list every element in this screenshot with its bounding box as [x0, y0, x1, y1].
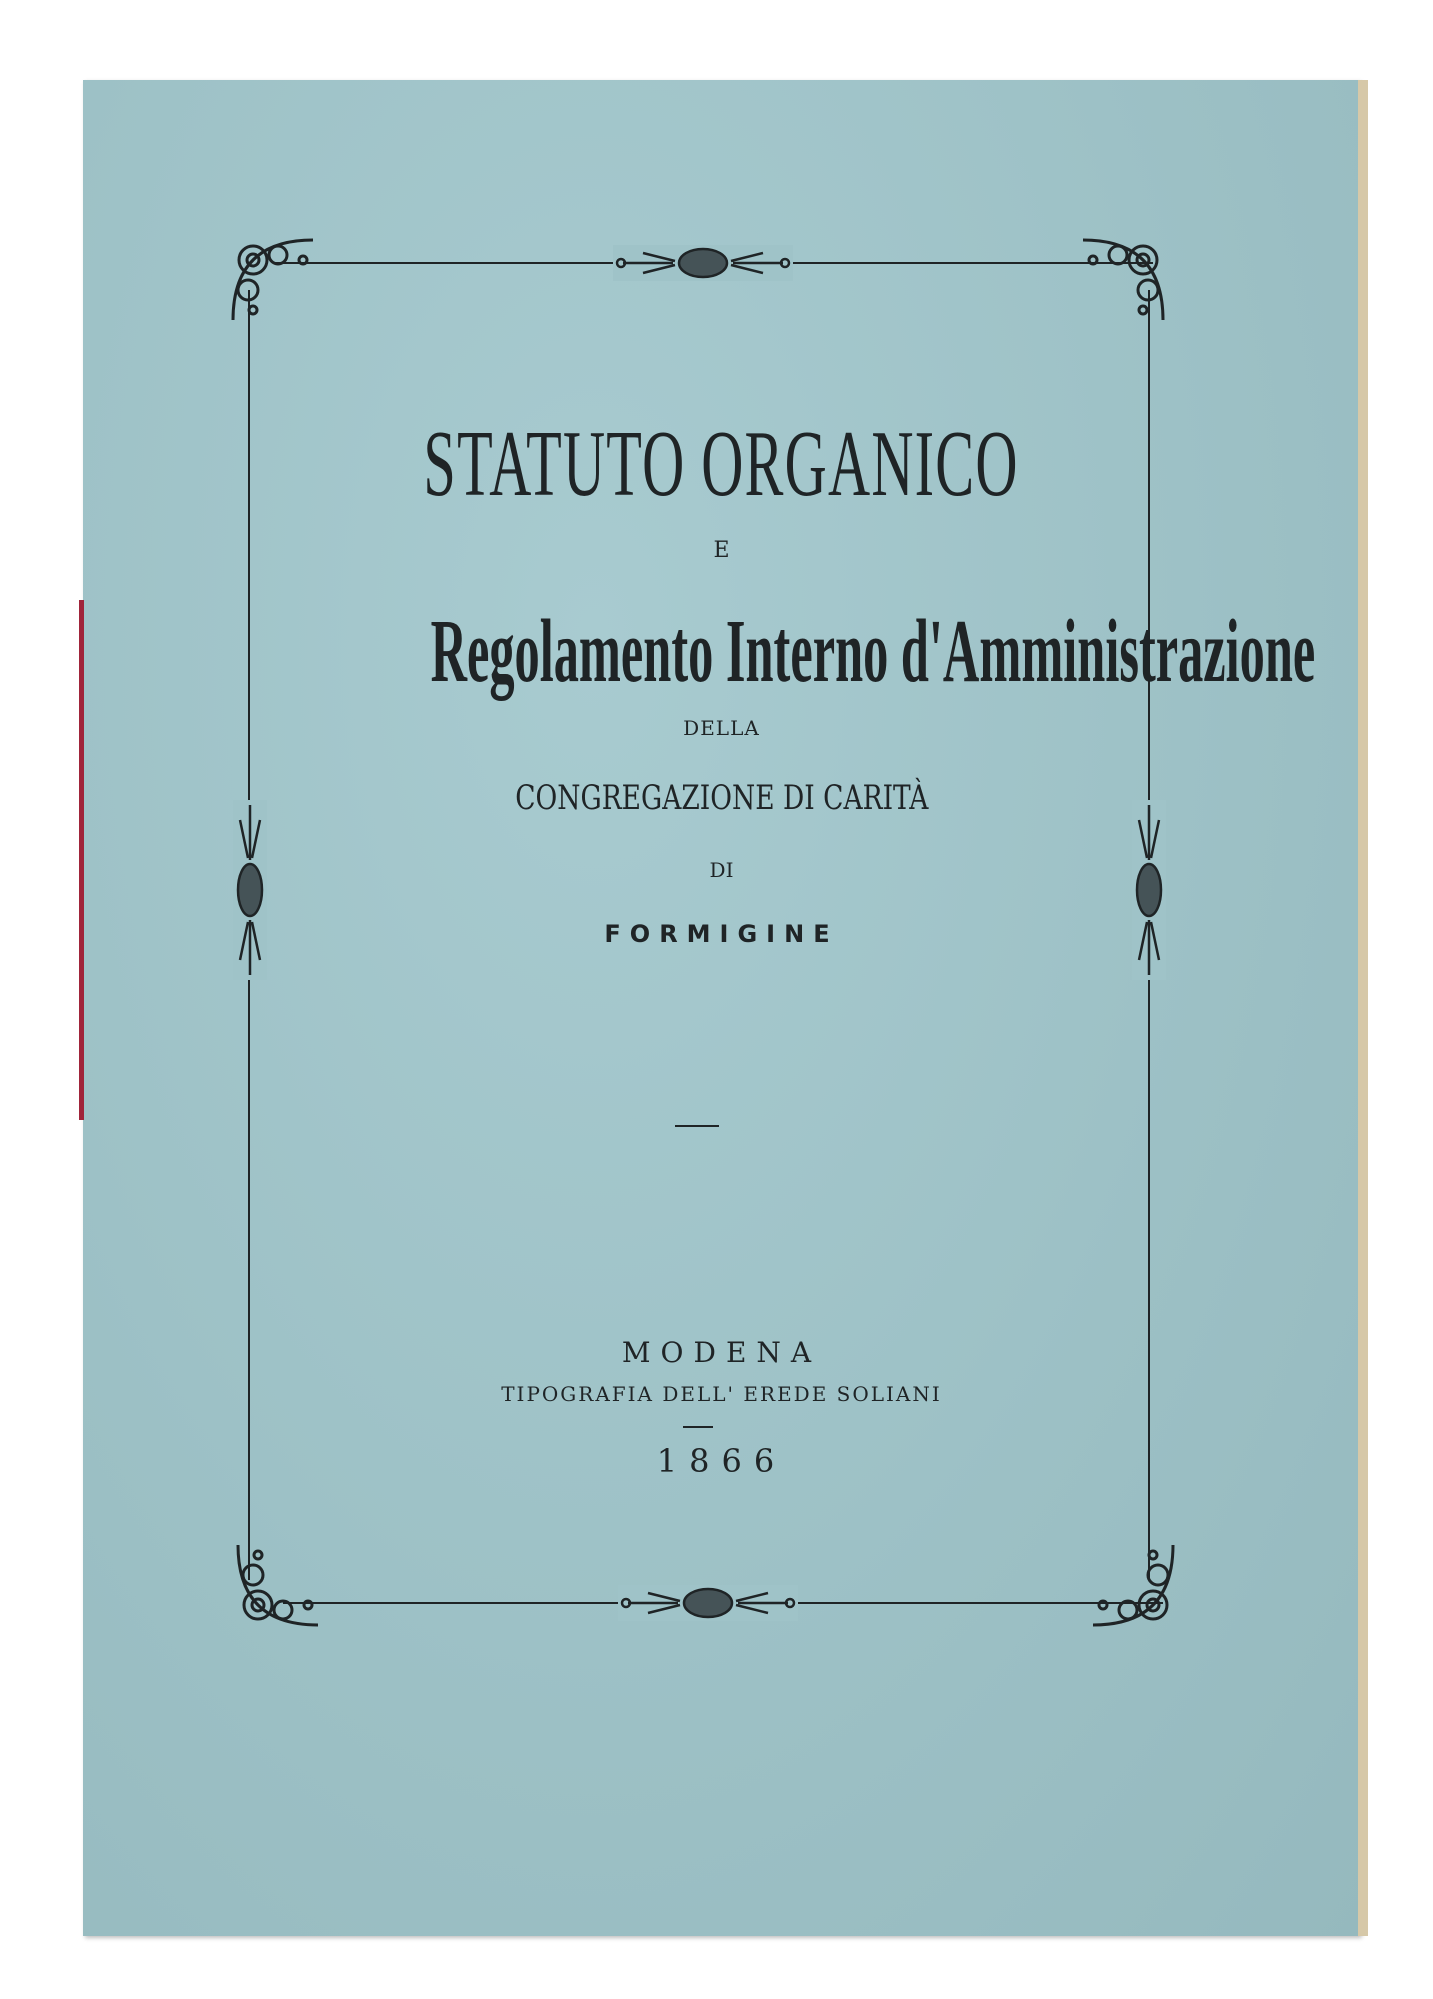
- printer-name: TIPOGRAFIA DELL' EREDE SOLIANI: [501, 1382, 942, 1406]
- cover-subtitle: Regolamento Interno d'Amministrazione: [430, 602, 1316, 701]
- side-ornament-right: [1132, 800, 1166, 980]
- corner-ornament-bottom-left: [228, 1535, 328, 1635]
- booklet-cover: [83, 80, 1360, 1936]
- institution-name: CONGREGAZIONE DI CARITÀ: [514, 778, 929, 818]
- di-text: DI: [709, 858, 734, 882]
- corner-ornament-bottom-right: [1083, 1535, 1183, 1635]
- center-ornament-top: [613, 245, 793, 281]
- corner-ornament-top-right: [1073, 230, 1173, 330]
- side-ornament-left: [233, 800, 267, 980]
- title-row: [83, 410, 1360, 518]
- subtitle-row: [83, 600, 1360, 703]
- della-text: DELLA: [683, 716, 760, 740]
- page-edge: [1358, 80, 1368, 1936]
- center-ornament-bottom: [618, 1585, 798, 1621]
- corner-ornament-top-left: [223, 230, 323, 330]
- place-name: FORMIGINE: [604, 920, 839, 948]
- cover-title: STATUTO ORGANICO: [423, 412, 1020, 516]
- city-name: MODENA: [621, 1336, 822, 1369]
- printer-rule: [683, 1426, 713, 1428]
- conjunction: E: [713, 538, 730, 563]
- publication-year: 1866: [656, 1442, 787, 1480]
- divider-rule: [675, 1125, 719, 1127]
- institution-row: [83, 778, 1360, 818]
